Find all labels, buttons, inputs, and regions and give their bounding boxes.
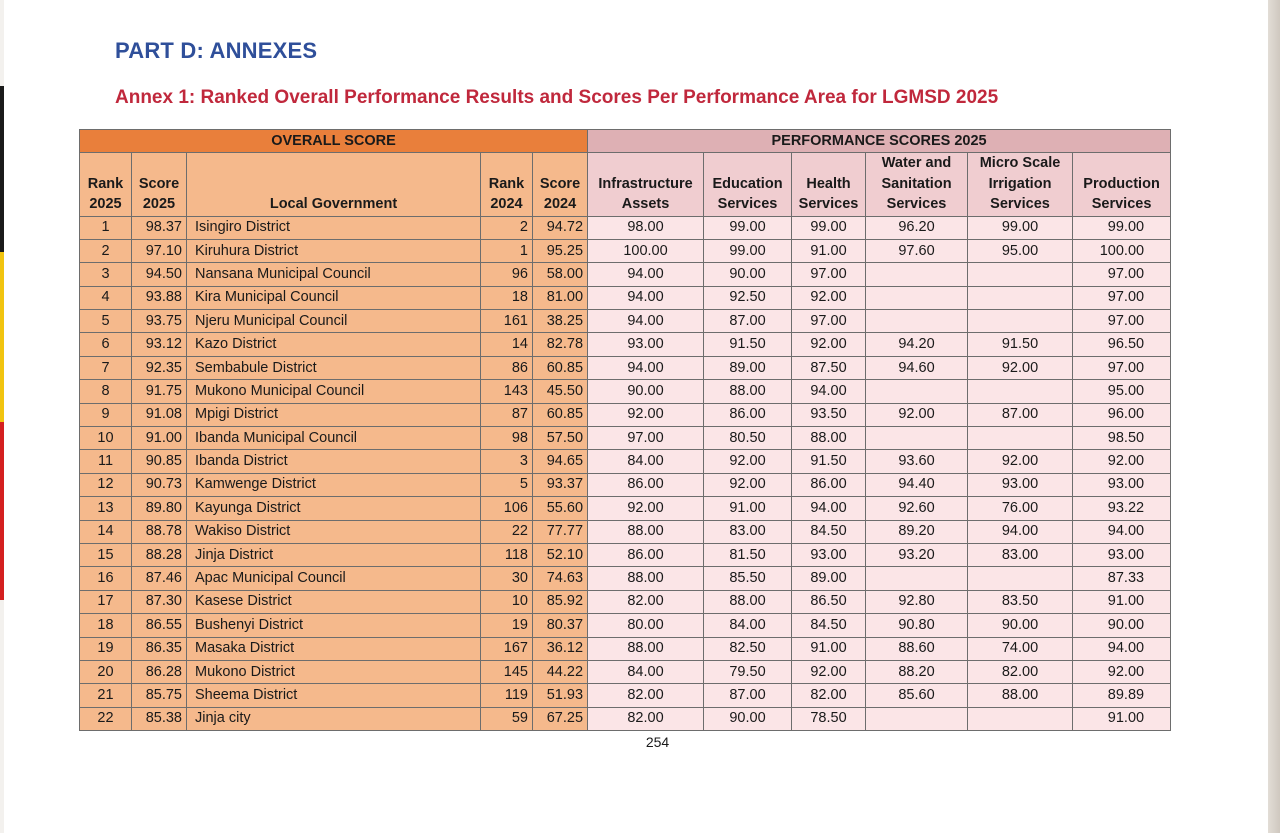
- table-row: [80, 286, 1171, 309]
- cell-education: 92.00: [704, 473, 792, 496]
- cell-score-2024: 57.50: [533, 427, 588, 450]
- cell-infrastructure: 93.00: [588, 333, 704, 356]
- cell-score-2025: 89.80: [132, 497, 187, 520]
- cell-score-2025: 91.75: [132, 380, 187, 403]
- column-header-row: [80, 153, 1171, 217]
- cell-rank-2025: 8: [80, 380, 132, 403]
- cell-rank-2024: 10: [481, 590, 533, 613]
- col-production: Production Services: [1073, 153, 1171, 217]
- cell-health: 97.00: [792, 263, 866, 286]
- cell-rank-2024: 106: [481, 497, 533, 520]
- cell-rank-2025: 3: [80, 263, 132, 286]
- cell-micro-irrigation: [968, 707, 1073, 730]
- table-row: [80, 450, 1171, 473]
- cell-score-2025: 87.30: [132, 590, 187, 613]
- table-row: [80, 707, 1171, 730]
- col-score-2025: Score 2025: [132, 153, 187, 217]
- cell-score-2024: 67.25: [533, 707, 588, 730]
- table-row: [80, 310, 1171, 333]
- cell-rank-2025: 17: [80, 590, 132, 613]
- cell-score-2025: 85.75: [132, 684, 187, 707]
- cell-education: 99.00: [704, 239, 792, 262]
- cell-rank-2024: 22: [481, 520, 533, 543]
- cell-rank-2024: 19: [481, 614, 533, 637]
- cell-score-2024: 77.77: [533, 520, 588, 543]
- cell-score-2025: 91.00: [132, 427, 187, 450]
- group-header-row: [80, 130, 1171, 153]
- table-row: [80, 473, 1171, 496]
- cell-water-sanitation: 90.80: [866, 614, 968, 637]
- cell-production: 97.00: [1073, 263, 1171, 286]
- cell-infrastructure: 94.00: [588, 356, 704, 379]
- cell-local-government: Ibanda Municipal Council: [187, 427, 481, 450]
- cell-infrastructure: 86.00: [588, 543, 704, 566]
- cell-production: 94.00: [1073, 637, 1171, 660]
- cell-local-government: Masaka District: [187, 637, 481, 660]
- cell-local-government: Kiruhura District: [187, 239, 481, 262]
- cell-health: 93.00: [792, 543, 866, 566]
- cell-rank-2024: 14: [481, 333, 533, 356]
- cell-water-sanitation: [866, 263, 968, 286]
- cell-education: 90.00: [704, 263, 792, 286]
- cell-education: 83.00: [704, 520, 792, 543]
- cell-local-government: Kayunga District: [187, 497, 481, 520]
- table-row: [80, 380, 1171, 403]
- cell-score-2024: 44.22: [533, 660, 588, 683]
- cell-water-sanitation: [866, 380, 968, 403]
- annex-title: Annex 1: Ranked Overall Performance Results and Scores Per Performance Area for LGMSD 2025: [115, 87, 999, 108]
- cell-score-2025: 98.37: [132, 216, 187, 239]
- cell-micro-irrigation: [968, 286, 1073, 309]
- cell-water-sanitation: 96.20: [866, 216, 968, 239]
- cell-micro-irrigation: [968, 427, 1073, 450]
- cell-health: 92.00: [792, 286, 866, 309]
- cell-rank-2024: 86: [481, 356, 533, 379]
- cell-micro-irrigation: 83.00: [968, 543, 1073, 566]
- cell-micro-irrigation: 91.50: [968, 333, 1073, 356]
- col-rank-2024: Rank 2024: [481, 153, 533, 217]
- table-row: [80, 497, 1171, 520]
- cell-infrastructure: 80.00: [588, 614, 704, 637]
- table-row: [80, 660, 1171, 683]
- cell-production: 96.00: [1073, 403, 1171, 426]
- cell-water-sanitation: 94.20: [866, 333, 968, 356]
- cell-infrastructure: 90.00: [588, 380, 704, 403]
- cell-micro-irrigation: 90.00: [968, 614, 1073, 637]
- cell-rank-2025: 14: [80, 520, 132, 543]
- cell-rank-2025: 10: [80, 427, 132, 450]
- cell-water-sanitation: [866, 707, 968, 730]
- cell-health: 97.00: [792, 310, 866, 333]
- cell-score-2025: 86.35: [132, 637, 187, 660]
- cell-score-2024: 36.12: [533, 637, 588, 660]
- cell-rank-2024: 119: [481, 684, 533, 707]
- cell-local-government: Mukono District: [187, 660, 481, 683]
- cell-micro-irrigation: 95.00: [968, 239, 1073, 262]
- cell-rank-2024: 167: [481, 637, 533, 660]
- cell-education: 87.00: [704, 684, 792, 707]
- cell-water-sanitation: 92.60: [866, 497, 968, 520]
- cell-water-sanitation: [866, 427, 968, 450]
- cell-production: 95.00: [1073, 380, 1171, 403]
- cell-health: 92.00: [792, 333, 866, 356]
- cell-score-2025: 94.50: [132, 263, 187, 286]
- cell-production: 91.00: [1073, 590, 1171, 613]
- performance-scores-header: PERFORMANCE SCORES 2025: [588, 130, 1171, 153]
- table-body: [80, 216, 1171, 731]
- cell-score-2025: 90.73: [132, 473, 187, 496]
- flag-stripe-black: [0, 86, 4, 252]
- cell-local-government: Jinja District: [187, 543, 481, 566]
- cell-infrastructure: 86.00: [588, 473, 704, 496]
- cell-production: 92.00: [1073, 660, 1171, 683]
- cell-local-government: Mpigi District: [187, 403, 481, 426]
- cell-micro-irrigation: [968, 263, 1073, 286]
- cell-score-2024: 93.37: [533, 473, 588, 496]
- cell-score-2025: 92.35: [132, 356, 187, 379]
- cell-infrastructure: 82.00: [588, 590, 704, 613]
- cell-production: 96.50: [1073, 333, 1171, 356]
- page-right-edge: [1268, 0, 1280, 833]
- cell-rank-2025: 6: [80, 333, 132, 356]
- cell-local-government: Apac Municipal Council: [187, 567, 481, 590]
- cell-micro-irrigation: 93.00: [968, 473, 1073, 496]
- cell-rank-2025: 5: [80, 310, 132, 333]
- table-row: [80, 356, 1171, 379]
- cell-rank-2025: 7: [80, 356, 132, 379]
- cell-education: 82.50: [704, 637, 792, 660]
- cell-health: 91.00: [792, 239, 866, 262]
- cell-micro-irrigation: 92.00: [968, 450, 1073, 473]
- cell-rank-2024: 98: [481, 427, 533, 450]
- table-row: [80, 520, 1171, 543]
- cell-infrastructure: 88.00: [588, 567, 704, 590]
- cell-score-2024: 82.78: [533, 333, 588, 356]
- cell-micro-irrigation: 99.00: [968, 216, 1073, 239]
- cell-rank-2025: 15: [80, 543, 132, 566]
- cell-education: 84.00: [704, 614, 792, 637]
- cell-score-2025: 88.78: [132, 520, 187, 543]
- cell-education: 99.00: [704, 216, 792, 239]
- flag-stripe-red: [0, 422, 4, 600]
- cell-rank-2024: 87: [481, 403, 533, 426]
- cell-production: 91.00: [1073, 707, 1171, 730]
- cell-water-sanitation: [866, 286, 968, 309]
- cell-infrastructure: 94.00: [588, 286, 704, 309]
- cell-education: 86.00: [704, 403, 792, 426]
- cell-rank-2024: 96: [481, 263, 533, 286]
- cell-local-government: Jinja city: [187, 707, 481, 730]
- cell-health: 86.50: [792, 590, 866, 613]
- cell-water-sanitation: 93.60: [866, 450, 968, 473]
- cell-local-government: Nansana Municipal Council: [187, 263, 481, 286]
- cell-rank-2024: 143: [481, 380, 533, 403]
- cell-infrastructure: 82.00: [588, 684, 704, 707]
- cell-education: 91.00: [704, 497, 792, 520]
- table-row: [80, 403, 1171, 426]
- cell-infrastructure: 82.00: [588, 707, 704, 730]
- col-health: Health Services: [792, 153, 866, 217]
- cell-local-government: Isingiro District: [187, 216, 481, 239]
- overall-score-header: OVERALL SCORE: [80, 130, 588, 153]
- cell-micro-irrigation: 92.00: [968, 356, 1073, 379]
- cell-production: 92.00: [1073, 450, 1171, 473]
- col-local-government: Local Government: [187, 153, 481, 217]
- cell-micro-irrigation: 76.00: [968, 497, 1073, 520]
- cell-rank-2024: 3: [481, 450, 533, 473]
- cell-health: 84.50: [792, 614, 866, 637]
- cell-micro-irrigation: 87.00: [968, 403, 1073, 426]
- table-row: [80, 567, 1171, 590]
- cell-rank-2025: 18: [80, 614, 132, 637]
- cell-health: 91.50: [792, 450, 866, 473]
- cell-education: 92.50: [704, 286, 792, 309]
- cell-water-sanitation: 92.00: [866, 403, 968, 426]
- cell-score-2025: 86.55: [132, 614, 187, 637]
- cell-score-2024: 60.85: [533, 356, 588, 379]
- cell-health: 89.00: [792, 567, 866, 590]
- cell-micro-irrigation: 88.00: [968, 684, 1073, 707]
- cell-education: 89.00: [704, 356, 792, 379]
- cell-score-2024: 55.60: [533, 497, 588, 520]
- cell-production: 97.00: [1073, 310, 1171, 333]
- cell-production: 99.00: [1073, 216, 1171, 239]
- cell-local-government: Kamwenge District: [187, 473, 481, 496]
- cell-water-sanitation: 89.20: [866, 520, 968, 543]
- cell-rank-2024: 5: [481, 473, 533, 496]
- cell-water-sanitation: 88.20: [866, 660, 968, 683]
- cell-health: 93.50: [792, 403, 866, 426]
- cell-local-government: Sembabule District: [187, 356, 481, 379]
- cell-production: 89.89: [1073, 684, 1171, 707]
- cell-rank-2025: 13: [80, 497, 132, 520]
- cell-production: 97.00: [1073, 286, 1171, 309]
- cell-score-2024: 52.10: [533, 543, 588, 566]
- page-number: 254: [645, 734, 670, 750]
- cell-rank-2025: 9: [80, 403, 132, 426]
- cell-production: 93.00: [1073, 543, 1171, 566]
- cell-water-sanitation: [866, 310, 968, 333]
- table-row: [80, 684, 1171, 707]
- cell-health: 82.00: [792, 684, 866, 707]
- cell-rank-2024: 30: [481, 567, 533, 590]
- cell-rank-2025: 19: [80, 637, 132, 660]
- cell-micro-irrigation: 74.00: [968, 637, 1073, 660]
- cell-local-government: Mukono Municipal Council: [187, 380, 481, 403]
- cell-score-2024: 94.65: [533, 450, 588, 473]
- cell-production: 93.22: [1073, 497, 1171, 520]
- cell-rank-2024: 118: [481, 543, 533, 566]
- cell-micro-irrigation: [968, 380, 1073, 403]
- col-score-2024: Score 2024: [533, 153, 588, 217]
- table-row: [80, 637, 1171, 660]
- cell-score-2025: 93.12: [132, 333, 187, 356]
- cell-rank-2025: 4: [80, 286, 132, 309]
- cell-rank-2024: 161: [481, 310, 533, 333]
- cell-production: 93.00: [1073, 473, 1171, 496]
- cell-infrastructure: 100.00: [588, 239, 704, 262]
- table-row: [80, 239, 1171, 262]
- part-title: PART D: ANNEXES: [115, 38, 318, 63]
- cell-health: 91.00: [792, 637, 866, 660]
- cell-infrastructure: 84.00: [588, 450, 704, 473]
- cell-infrastructure: 92.00: [588, 403, 704, 426]
- cell-education: 79.50: [704, 660, 792, 683]
- cell-water-sanitation: [866, 567, 968, 590]
- cell-score-2024: 94.72: [533, 216, 588, 239]
- cell-water-sanitation: 94.40: [866, 473, 968, 496]
- cell-production: 90.00: [1073, 614, 1171, 637]
- cell-water-sanitation: 88.60: [866, 637, 968, 660]
- cell-health: 84.50: [792, 520, 866, 543]
- cell-health: 87.50: [792, 356, 866, 379]
- cell-rank-2024: 1: [481, 239, 533, 262]
- cell-education: 90.00: [704, 707, 792, 730]
- cell-rank-2025: 20: [80, 660, 132, 683]
- cell-score-2025: 93.75: [132, 310, 187, 333]
- cell-score-2024: 80.37: [533, 614, 588, 637]
- cell-education: 80.50: [704, 427, 792, 450]
- table-row: [80, 614, 1171, 637]
- cell-water-sanitation: 94.60: [866, 356, 968, 379]
- cell-rank-2025: 22: [80, 707, 132, 730]
- cell-score-2024: 45.50: [533, 380, 588, 403]
- table-row: [80, 216, 1171, 239]
- cell-production: 94.00: [1073, 520, 1171, 543]
- cell-local-government: Ibanda District: [187, 450, 481, 473]
- cell-education: 81.50: [704, 543, 792, 566]
- cell-water-sanitation: 97.60: [866, 239, 968, 262]
- table-row: [80, 590, 1171, 613]
- col-infrastructure: Infrastructure Assets: [588, 153, 704, 217]
- cell-infrastructure: 94.00: [588, 310, 704, 333]
- cell-score-2024: 81.00: [533, 286, 588, 309]
- cell-health: 94.00: [792, 497, 866, 520]
- cell-micro-irrigation: 82.00: [968, 660, 1073, 683]
- cell-score-2024: 51.93: [533, 684, 588, 707]
- table-row: [80, 427, 1171, 450]
- cell-rank-2025: 21: [80, 684, 132, 707]
- cell-production: 100.00: [1073, 239, 1171, 262]
- cell-score-2025: 85.38: [132, 707, 187, 730]
- cell-score-2025: 90.85: [132, 450, 187, 473]
- cell-infrastructure: 88.00: [588, 637, 704, 660]
- cell-micro-irrigation: 94.00: [968, 520, 1073, 543]
- cell-infrastructure: 92.00: [588, 497, 704, 520]
- table-row: [80, 333, 1171, 356]
- cell-micro-irrigation: 83.50: [968, 590, 1073, 613]
- col-water-sanitation: Water and Sanitation Services: [866, 153, 968, 217]
- cell-score-2025: 87.46: [132, 567, 187, 590]
- cell-rank-2024: 59: [481, 707, 533, 730]
- cell-local-government: Sheema District: [187, 684, 481, 707]
- cell-education: 92.00: [704, 450, 792, 473]
- cell-education: 87.00: [704, 310, 792, 333]
- col-micro-irrigation: Micro Scale Irrigation Services: [968, 153, 1073, 217]
- cell-health: 78.50: [792, 707, 866, 730]
- cell-score-2025: 86.28: [132, 660, 187, 683]
- cell-health: 94.00: [792, 380, 866, 403]
- cell-score-2025: 97.10: [132, 239, 187, 262]
- cell-education: 88.00: [704, 590, 792, 613]
- cell-education: 88.00: [704, 380, 792, 403]
- cell-score-2025: 91.08: [132, 403, 187, 426]
- cell-education: 91.50: [704, 333, 792, 356]
- cell-production: 87.33: [1073, 567, 1171, 590]
- cell-rank-2025: 1: [80, 216, 132, 239]
- cell-infrastructure: 94.00: [588, 263, 704, 286]
- cell-score-2024: 38.25: [533, 310, 588, 333]
- cell-rank-2024: 2: [481, 216, 533, 239]
- cell-health: 88.00: [792, 427, 866, 450]
- cell-infrastructure: 84.00: [588, 660, 704, 683]
- cell-production: 97.00: [1073, 356, 1171, 379]
- cell-micro-irrigation: [968, 310, 1073, 333]
- cell-production: 98.50: [1073, 427, 1171, 450]
- cell-local-government: Wakiso District: [187, 520, 481, 543]
- cell-score-2024: 58.00: [533, 263, 588, 286]
- cell-education: 85.50: [704, 567, 792, 590]
- performance-table: [79, 129, 1171, 731]
- cell-water-sanitation: 93.20: [866, 543, 968, 566]
- col-education: Education Services: [704, 153, 792, 217]
- cell-health: 92.00: [792, 660, 866, 683]
- col-rank-2025: Rank 2025: [80, 153, 132, 217]
- table-row: [80, 543, 1171, 566]
- cell-local-government: Kazo District: [187, 333, 481, 356]
- cell-local-government: Bushenyi District: [187, 614, 481, 637]
- cell-health: 99.00: [792, 216, 866, 239]
- cell-water-sanitation: 92.80: [866, 590, 968, 613]
- cell-rank-2025: 16: [80, 567, 132, 590]
- table-row: [80, 263, 1171, 286]
- cell-rank-2025: 11: [80, 450, 132, 473]
- cell-rank-2024: 145: [481, 660, 533, 683]
- cell-water-sanitation: 85.60: [866, 684, 968, 707]
- cell-rank-2025: 12: [80, 473, 132, 496]
- cell-infrastructure: 97.00: [588, 427, 704, 450]
- cell-score-2024: 95.25: [533, 239, 588, 262]
- cell-infrastructure: 88.00: [588, 520, 704, 543]
- cell-score-2025: 88.28: [132, 543, 187, 566]
- cell-score-2024: 74.63: [533, 567, 588, 590]
- cell-health: 86.00: [792, 473, 866, 496]
- cell-infrastructure: 98.00: [588, 216, 704, 239]
- cell-score-2024: 60.85: [533, 403, 588, 426]
- cell-micro-irrigation: [968, 567, 1073, 590]
- cell-local-government: Njeru Municipal Council: [187, 310, 481, 333]
- cell-rank-2025: 2: [80, 239, 132, 262]
- cell-rank-2024: 18: [481, 286, 533, 309]
- flag-stripe-yellow: [0, 252, 4, 422]
- cell-local-government: Kasese District: [187, 590, 481, 613]
- cell-score-2025: 93.88: [132, 286, 187, 309]
- cell-local-government: Kira Municipal Council: [187, 286, 481, 309]
- cell-score-2024: 85.92: [533, 590, 588, 613]
